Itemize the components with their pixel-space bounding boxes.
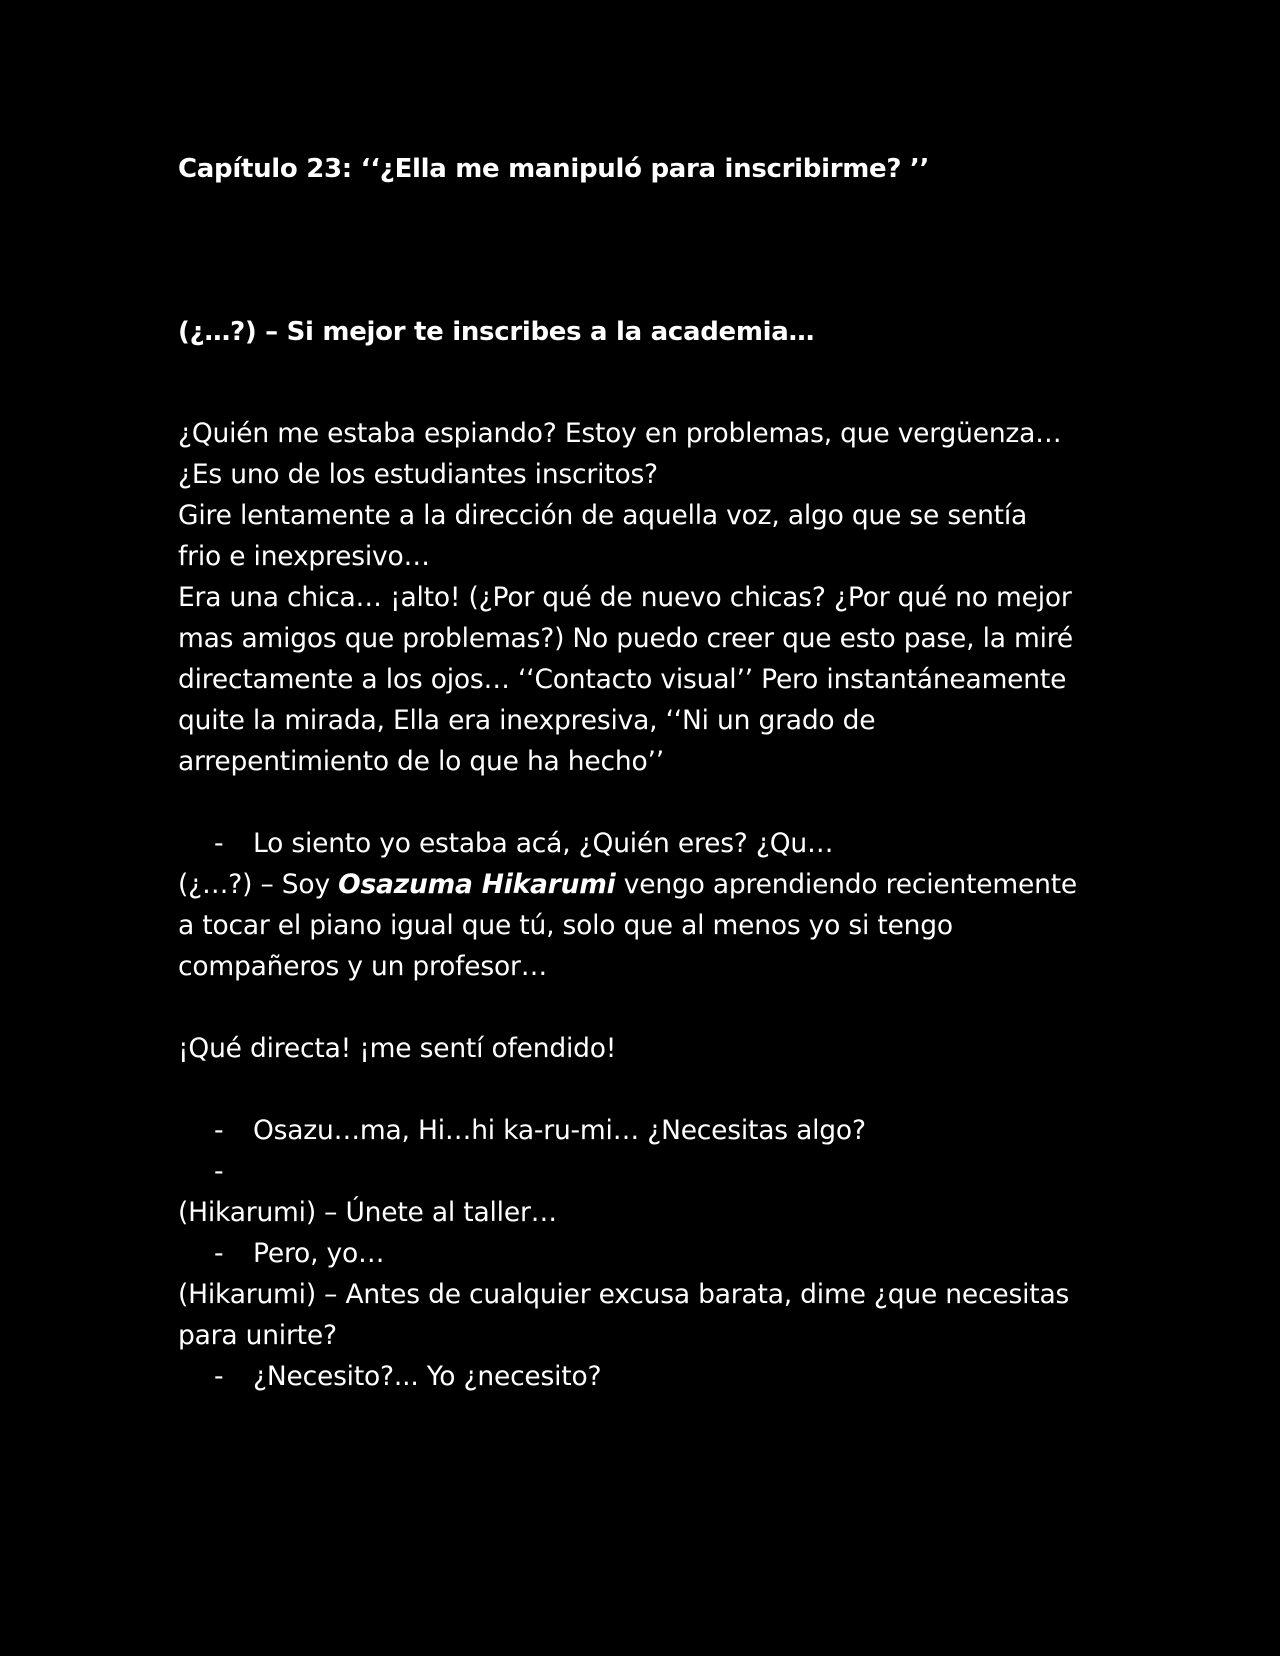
dialogue-line — [178, 823, 1118, 864]
paragraph-line: Era una chica… ¡alto! (¿Por qué de nuevo chicas? ¿Por qué no mejor — [178, 582, 1072, 613]
dialogue-dash: - — [214, 1115, 224, 1146]
dialogue-text: Lo siento yo estaba acá, ¿Quién eres? ¿Qu… — [253, 828, 834, 859]
paragraph-line: quite la mirada, Ella era inexpresiva, ‘‘Ni un grado de — [178, 705, 876, 736]
paragraph-line: ¡Qué directa! ¡me sentí ofendido! — [178, 1033, 617, 1064]
paragraph-line: para unirte? — [178, 1320, 337, 1351]
dialogue-text: Osazu…ma, Hi…hi ka-ru-mi… ¿Necesitas algo? — [253, 1115, 866, 1146]
paragraph-line: frio e inexpresivo… — [178, 541, 430, 572]
character-name: Osazuma Hikarumi — [338, 869, 616, 900]
chapter-body — [178, 413, 1118, 1397]
paragraph-line: ¿Es uno de los estudiantes inscritos? — [178, 459, 658, 490]
dialogue-line — [178, 1110, 1118, 1151]
blank-line — [178, 782, 1118, 823]
speaker-text: vengo aprendiendo recientemente — [615, 869, 1077, 900]
paragraph-line: compañeros y un profesor… — [178, 951, 548, 982]
paragraph-line: ¿Quién me estaba espiando? Estoy en problemas, que vergüenza… — [178, 418, 1062, 449]
dialogue-line — [178, 1151, 1118, 1192]
paragraph-line: Gire lentamente a la dirección de aquella voz, algo que se sentía — [178, 500, 1028, 531]
paragraph-line: (Hikarumi) – Únete al taller… — [178, 1197, 557, 1228]
paragraph-line: arrepentimiento de lo que ha hecho’’ — [178, 746, 664, 777]
dialogue-line — [178, 1233, 1118, 1274]
opening-dialogue: (¿…?) – Si mejor te inscribes a la academia… — [178, 317, 815, 347]
dialogue-dash: - — [214, 1238, 224, 1269]
dialogue-dash: - — [214, 1156, 224, 1187]
speaker-intro: (¿…?) – Soy — [178, 869, 339, 900]
dialogue-dash: - — [214, 828, 224, 859]
paragraph-line: directamente a los ojos… ‘‘Contacto visual’’ Pero instantáneamente — [178, 664, 1067, 695]
dialogue-text: Pero, yo… — [253, 1238, 385, 1269]
paragraph-line: mas amigos que problemas?) No puedo creer que esto pase, la miré — [178, 623, 1073, 654]
dialogue-line — [178, 1356, 1118, 1397]
dialogue-text: ¿Necesito?... Yo ¿necesito? — [253, 1361, 602, 1392]
dialogue-dash: - — [214, 1361, 224, 1392]
blank-line — [178, 1069, 1118, 1110]
chapter-title: Capítulo 23: ‘‘¿Ella me manipuló para inscribirme? ’’ — [178, 154, 930, 184]
blank-line — [178, 987, 1118, 1028]
paragraph-line: a tocar el piano igual que tú, solo que al menos yo si tengo — [178, 910, 953, 941]
paragraph-line — [178, 864, 1118, 905]
paragraph-line: (Hikarumi) – Antes de cualquier excusa barata, dime ¿que necesitas — [178, 1279, 1070, 1310]
